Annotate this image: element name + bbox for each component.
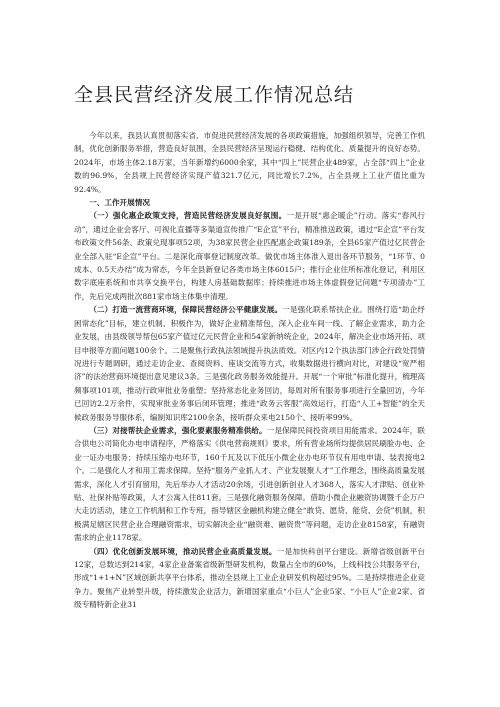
paragraph-lead: （二）打造一流营商环境，保障民营经济公平健康发展。 — [89, 305, 283, 315]
paragraph-text: 一是加快科创平台建设。新增省级创新平台12家，总数达到214家，4家企业备案省级新型研发机构，数量占全市的60%，上线科技公共服务平台，形成“1+1+N”区域创新共享平台体系，推动全县规上工业企业研发机构超过95%。二是持续推进企业竞争力。聚焦产业转型升级，持续激发企业活力，新增国家重点“小巨人”企业5家、“小巨人”企业2家、省级专精特新企业31 — [74, 546, 426, 610]
paragraph-lead: （一）强化惠企政策支持，营造民营经济发展良好氛围。 — [89, 211, 287, 221]
body-paragraph-1 — [74, 209, 425, 303]
paragraph-text: 一是开展“惠企暖企”行动。落实“春风行动”，通过企业会客厅、可视化直播等多渠道宣传推广“E企宣”平台，精准推送政策，通过“E企宣”平台发布政策文件56条、政策兑现事项52项，为38家民营企业匹配惠企政策189条，全县65家产值过亿民营企业全部入驻“E企宣”平台。二是深化商事登记制度改革。做优市场主体准入退出各环节服务，“1环节、0成本、0.5天办结”成为常态，今年全县新登记各类市场主体6015户；推行企业住所标准化登记，利用区数字底座系统和市共享交换平台，构建人房基础数据库；持续推进市场主体虚假登记问题“专项清办”工作，先后完成两批次881家市场主体集中清理。 — [74, 211, 425, 301]
paragraph-text: 一是保障民间投资项目用能需求。2024年，联合供电公司简化办电申请程序，严格落实《供电营商规则》要求，所有营业场所均提供居民刷脸办电、企业一证办电服务；持续压缩办电环节，160千瓦及以下低压小微企业办电环节仅有用电申请、装表接电2个。二是强化人才和用工需求保障。坚持“服务产业抓人才、产业发展聚人才”工作理念，围绕高质量发展需求，深化人才引育留用，先后举办人才活动20余场，引进创新创业人才368人，落实人才津贴、创业补贴、社保补贴等政策，人才公寓入住811套。三是强化融资服务保障。借助小微企业融资协调暨千企万户大走访活动，建立工作机制和工作专班，指导辖区金融机构建立健全“敢贷、愿贷、能贷、会贷”机制，积极满足辖区民营企业合理融资需求，切实解决企业“融资难、融资贵”等问题，走访企业8158家，有融资需求的企业1178家。 — [74, 425, 426, 543]
document-title: 全县民营经济发展工作情况总结 — [74, 84, 355, 106]
body-paragraph-3 — [74, 424, 425, 545]
paragraph-lead: （三）对接帮扶企业需求，强化要素服务精准供给。 — [89, 425, 267, 435]
paragraph-text: 一是强化联系帮扶企业。围绕打造“助企纾困常态化”目标，建立机制、积极作为，做好企业精准帮包，深入企业车间一线、了解企业需求，助力企业发展，由县级领导帮包65家产值过亿元民营企业和54家新纳统企业，2024年，解决企业市场开拓、项目申报等方面问题100余个。二是聚焦行政执法领域提升执法质效。对区内12个执法部门涉企行政处罚情况进行专题调研，通过走访企业、查阅资料、座谈交流等方式，收集数据进行横向对比，对建设“宽严相济”的法治营商环境提出意见建议3条。三是强化政务服务效能提升。开展“一个审批”标准化提升，梳理高频事项101项，推动行政审批业务重塑；坚持常态化业务回访，每周对所有服务事项进行全量回访，今年已回访2.2万余件，实现审批业务事后闭环管理；推进“政务云客服”高效运行，打造“人工+智能”的全天候政务服务导服体系，编制知识库2100余条，接听群众来电2150个、接听率99%。 — [74, 305, 425, 422]
section-heading: 一、工作开展情况 — [89, 198, 150, 208]
body-paragraph-4 — [74, 545, 425, 612]
document-body — [74, 129, 425, 612]
intro-paragraph: 今年以来，我县认真贯彻落实省、市促进民营经济发展的各项政策措施，加强组织领导，完善工作机制，优化创新服务举措，营造良好氛围，全县民营经济呈现运行稳健、结构优化、质量提升的良好态势。2024年，市场主体2.18万家，当年新增约6000余家，其中“四上”民营企业489家，占全部“四上”企业数的96.9%，全县规上民营经济实现产值321.7亿元，同比增长7.2%，占全县规上工业产值比重为92.4%。 — [74, 131, 425, 194]
paragraph-lead: （四）优化创新发展环境，推动民营企业高质量发展。 — [89, 546, 277, 556]
body-paragraph-2 — [74, 303, 425, 424]
